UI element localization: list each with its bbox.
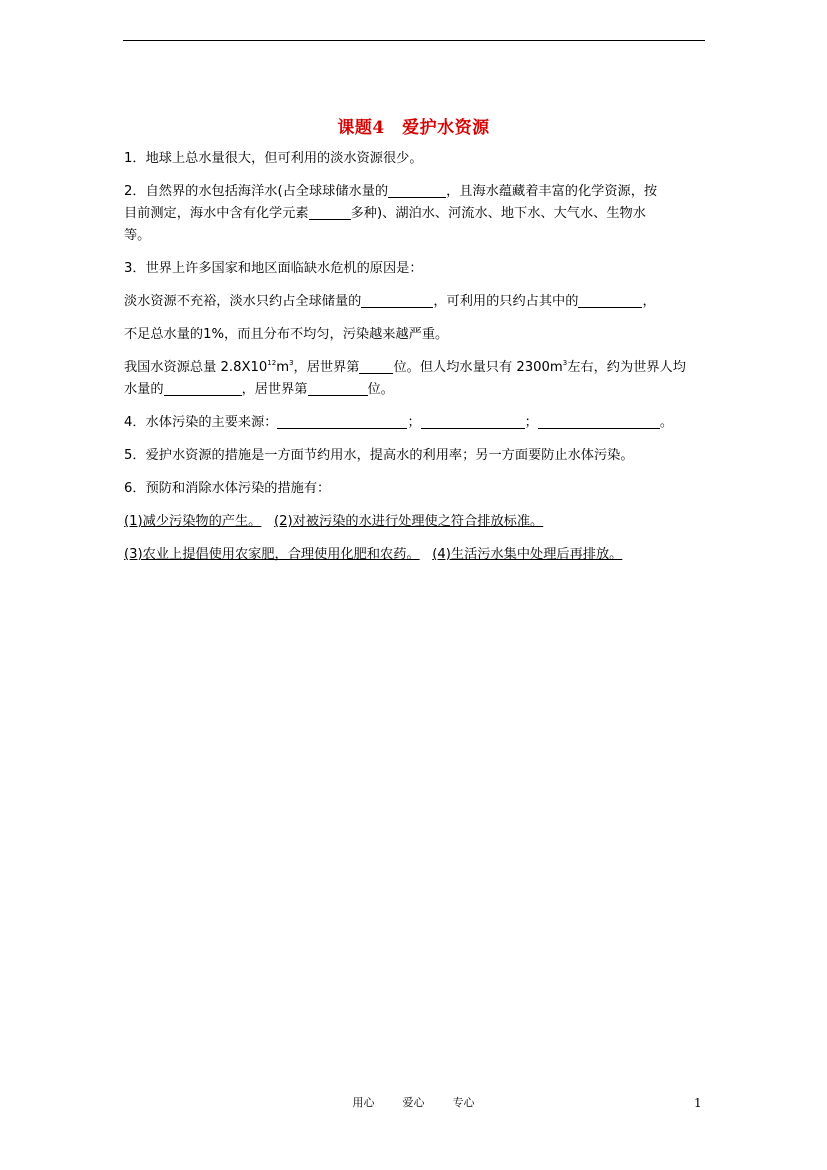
item-5: 5．爱护水资源的措施是一方面节约用水，提高水的利用率；另一方面要防止水体污染。 [124, 448, 634, 463]
footer: 用心 爱心 专心 [352, 1096, 475, 1109]
item-1: 1．地球上总水量很大，但可利用的淡水资源很少。 [124, 151, 423, 166]
page-title: 课题4 爱护水资源 [337, 118, 490, 138]
answer-blank[interactable] [359, 359, 393, 374]
answer-blank[interactable] [388, 183, 446, 198]
answer-blank[interactable] [578, 293, 642, 308]
answer-blank[interactable] [308, 381, 368, 396]
page-number: 1 [694, 1096, 702, 1110]
item-2: 2．自然界的水包括海洋水(占全球球储水量的 ，且海水蕴藏着丰富的化学资源，按 目前测定，海水中含有化学元素 多种)、湖泊水、河流水、地下水、大气水、生物水 等。 [124, 184, 658, 243]
item-3-line-1: 淡水资源不充裕，淡水只约占全球储量的 ，可利用的只约占其中的 ， [124, 294, 656, 309]
answer-blank[interactable] [421, 414, 525, 429]
item-6-answers-2: (3)农业上提倡使用农家肥，合理使用化肥和农药。 (4)生活污水集中处理后再排放。 [124, 547, 623, 562]
item-3-line-2: 不足总水量的1%，而且分布不均匀，污染越来越严重。 [124, 327, 449, 342]
header-rule [123, 40, 705, 41]
item-6-answers-1: (1)减少污染物的产生。 (2)对被污染的水进行处理使之符合排放标准。 [124, 514, 544, 529]
document-body [124, 148, 714, 566]
answer-blank[interactable] [538, 414, 660, 429]
answer-blank[interactable] [361, 293, 433, 308]
item-6: 6．预防和消除水体污染的措施有： [124, 481, 331, 496]
item-3: 3．世界上许多国家和地区面临缺水危机的原因是： [124, 261, 423, 276]
item-4: 4．水体污染的主要来源： ； ； 。 [124, 415, 674, 430]
answer-blank[interactable] [309, 205, 351, 220]
item-3-line-3: 我国水资源总量 $2.8X10^{12}m^3$，居世界第 位。但人均水量只有 $2300m^3$左右，约为世界人均 水量的 ，居世界第 位。 [124, 359, 686, 397]
answer-blank[interactable] [277, 414, 407, 429]
answer-blank[interactable] [164, 381, 242, 396]
